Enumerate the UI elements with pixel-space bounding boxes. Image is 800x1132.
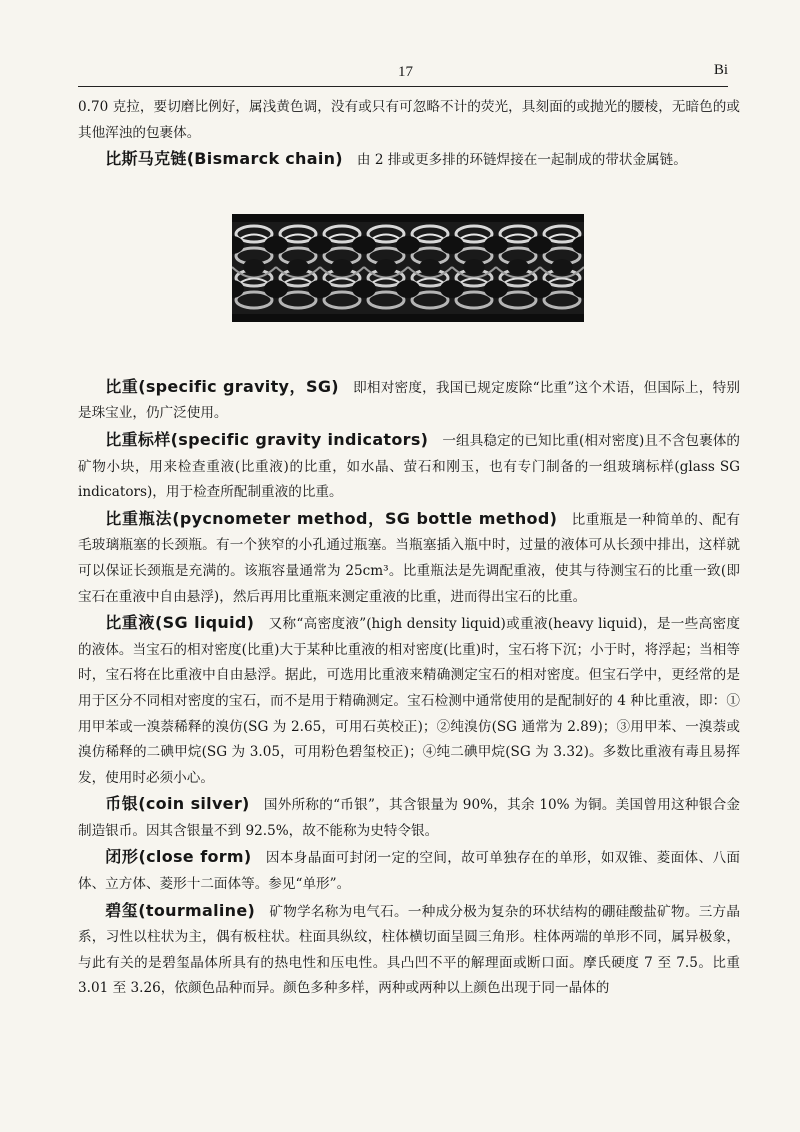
entry-pycnometer <box>78 506 740 610</box>
entry-text: 因本身晶面可封闭一定的空间，故可单独存在的单形，如双锥、菱面体、八面体、立方体、菱形十二面体等。参见“单形”。 <box>78 850 741 893</box>
entry-text: 由 2 排或更多排的环链焊接在一起制成的带状金属链。 <box>356 152 687 169</box>
entry-close-form <box>78 844 740 897</box>
entry-head: 比重标样(specific gravity indicators) <box>105 429 429 449</box>
entry-sg-indicators <box>78 427 740 506</box>
bismarck-chain-photo <box>232 214 584 322</box>
entry-specific-gravity <box>78 374 740 427</box>
page-header <box>78 60 728 87</box>
page-number: 17 <box>398 64 413 80</box>
entry-text: 矿物学名称为电气石。一种成分极为复杂的环状结构的硼硅酸盐矿物。三方晶系，习性以柱状为主，偶有板柱状。柱面具纵纹，柱体横切面呈圆三角形。柱体两端的单形不同，属异极象，与此有关的是碧玺晶体所具有的热电性和压电性。具凸凹不平的解理面或断口面。摩氏硬度 7 至 7.5。比重 3.01 至 3.26，依颜色品种而异。颜色多种多样，两种或两种以上颜色出现于同一晶体的 <box>78 903 740 997</box>
entry-text: 即相对密度，我国已规定废除“比重”这个术语，但国际上，特别是珠宝业，仍广泛使用。 <box>78 379 740 422</box>
intro-paragraph: 0.70 克拉，要切磨比例好，属浅黄色调，没有或只有可忽略不计的荧光，具刻面的或抛光的腰棱，无暗色的或其他浑浊的包裹体。 <box>78 99 740 141</box>
entry-tourmaline <box>78 898 740 1002</box>
section-letter: Bi <box>713 62 728 78</box>
entry-text: 国外所称的“币银”，其含银量为 90%，其余 10% 为铜。美国曾用这种银合金制造银币。因其含银量不到 92.5%，故不能称为史特令银。 <box>78 797 740 839</box>
entry-coin-silver <box>78 791 740 844</box>
entry-text: 比重瓶是一种简单的、配有毛玻璃瓶塞的长颈瓶。有一个狭窄的小孔通过瓶塞。当瓶塞插入瓶中时，过量的液体可从长颈中排出，这样就可以保证长颈瓶是充满的。该瓶容量通常为 25cm³。比重瓶法是先调配重液，使其与待测宝石的比重一致(即宝石在重液中自由悬浮)，然后再用比重瓶来测定重液的比重，进而得出宝石的比重。 <box>78 511 741 605</box>
entry-bismarck-chain <box>78 146 740 174</box>
entry-head: 碧玺(tourmaline) <box>105 900 256 920</box>
entry-text: 又称“高密度液”(high density liquid)或重液(heavy liquid)，是一些高密度的液体。当宝石的相对密度(比重)大于某种比重液的相对密度(比重)时，宝石将下沉；小于时，将浮起；当相等时，宝石将在比重液中自由悬浮。据此，可选用比重液来精确测定宝石的相对密度。但宝石学中，更经常的是用于区分不同相对密度的宝石，而不是用于精确测定。宝石检测中通常使用的是配制好的 4 种比重液，即：①用甲苯或一溴萘稀释的溴仿(SG 为 2.65，可用石英校正)；②纯溴仿(SG 通常为 2.89)；③用甲苯、一溴萘或溴仿稀释的二碘甲烷(SG 为 3.05，可用粉色碧玺校正)；④纯二碘甲烷(SG 为 3.32)。多数比重液有毒且易挥发，使用时必须小心。 <box>78 616 740 786</box>
entry-head: 比重液(SG liquid) <box>105 613 255 633</box>
entry-head: 闭形(close form) <box>105 847 252 867</box>
entry-head: 币银(coin silver) <box>105 794 250 814</box>
entry-sg-liquid <box>78 610 740 791</box>
entry-head: 比重(specific gravity，SG) <box>105 376 339 396</box>
entry-text: 一组具稳定的已知比重(相对密度)且不含包裹体的矿物小块，用来检查重液(比重液)的比重，如水晶、萤石和刚玉，也有专门制备的一组玻璃标样(glass SG indicators)，用于检查所配制重液的比重。 <box>78 432 740 501</box>
entry-head: 比斯马克链(Bismarck chain) <box>105 149 343 169</box>
entry-head: 比重瓶法(pycnometer method，SG bottle method) <box>105 508 558 528</box>
